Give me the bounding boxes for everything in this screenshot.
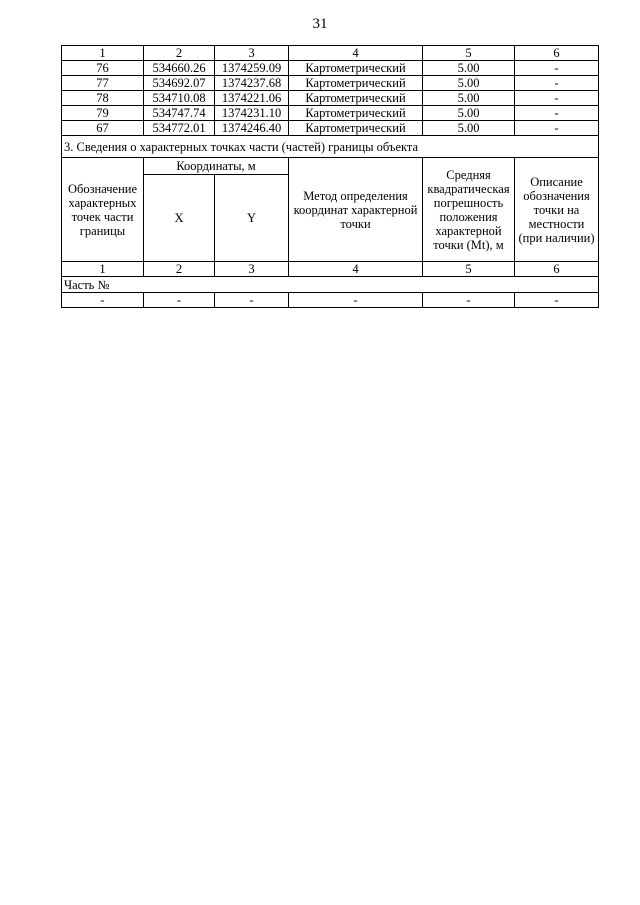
header-y: Y xyxy=(215,175,289,262)
column-number: 3 xyxy=(215,46,289,61)
error: 5.00 xyxy=(423,121,515,136)
error: 5.00 xyxy=(423,76,515,91)
column-number: 5 xyxy=(423,46,515,61)
column-number: 3 xyxy=(215,262,289,277)
coord-x: 534747.74 xyxy=(144,106,215,121)
column-number: 6 xyxy=(515,262,599,277)
header-x: X xyxy=(144,175,215,262)
empty-cell: - xyxy=(515,293,599,308)
method: Картометрический xyxy=(289,76,423,91)
part-row xyxy=(62,277,599,293)
coord-y: 1374221.06 xyxy=(215,91,289,106)
section-title: 3. Сведения о характерных точках части (частей) границы объекта xyxy=(62,136,599,158)
method: Картометрический xyxy=(289,106,423,121)
error: 5.00 xyxy=(423,91,515,106)
coord-x: 534692.07 xyxy=(144,76,215,91)
coord-x: 534772.01 xyxy=(144,121,215,136)
column-number: 5 xyxy=(423,262,515,277)
error: 5.00 xyxy=(423,61,515,76)
column-number: 1 xyxy=(62,262,144,277)
coord-x: 534710.08 xyxy=(144,91,215,106)
method: Картометрический xyxy=(289,91,423,106)
header-row xyxy=(62,158,599,175)
part-label: Часть № xyxy=(62,277,599,293)
table-row xyxy=(62,76,599,91)
table-row xyxy=(62,293,599,308)
coord-y: 1374237.68 xyxy=(215,76,289,91)
method: Картометрический xyxy=(289,61,423,76)
empty-cell: - xyxy=(62,293,144,308)
header-description: Описание обозначения точки на местности (при наличии) xyxy=(515,158,599,262)
column-number: 1 xyxy=(62,46,144,61)
column-number-row xyxy=(62,262,599,277)
empty-cell: - xyxy=(215,293,289,308)
column-number: 6 xyxy=(515,46,599,61)
column-number: 2 xyxy=(144,262,215,277)
empty-cell: - xyxy=(144,293,215,308)
point-id: 78 xyxy=(62,91,144,106)
description: - xyxy=(515,121,599,136)
error: 5.00 xyxy=(423,106,515,121)
coord-x: 534660.26 xyxy=(144,61,215,76)
table-row xyxy=(62,106,599,121)
boundary-points-table xyxy=(61,45,599,308)
point-id: 77 xyxy=(62,76,144,91)
coord-y: 1374231.10 xyxy=(215,106,289,121)
column-number: 2 xyxy=(144,46,215,61)
page-number: 31 xyxy=(312,16,328,32)
point-id: 76 xyxy=(62,61,144,76)
empty-cell: - xyxy=(289,293,423,308)
table-row xyxy=(62,61,599,76)
description: - xyxy=(515,61,599,76)
description: - xyxy=(515,91,599,106)
coord-y: 1374246.40 xyxy=(215,121,289,136)
description: - xyxy=(515,106,599,121)
empty-cell: - xyxy=(423,293,515,308)
column-number-row xyxy=(62,46,599,61)
column-number: 4 xyxy=(289,46,423,61)
header-method: Метод определения координат характерной точки xyxy=(289,158,423,262)
header-error: Средняя квадратическая погрешность положения характерной точки (Mt), м xyxy=(423,158,515,262)
point-id: 67 xyxy=(62,121,144,136)
method: Картометрический xyxy=(289,121,423,136)
description: - xyxy=(515,76,599,91)
section-title-row xyxy=(62,136,599,158)
table-row xyxy=(62,121,599,136)
table-row xyxy=(62,91,599,106)
point-id: 79 xyxy=(62,106,144,121)
header-point: Обозначение характерных точек части границы xyxy=(62,158,144,262)
column-number: 4 xyxy=(289,262,423,277)
header-coordinates: Координаты, м xyxy=(144,158,289,175)
coord-y: 1374259.09 xyxy=(215,61,289,76)
